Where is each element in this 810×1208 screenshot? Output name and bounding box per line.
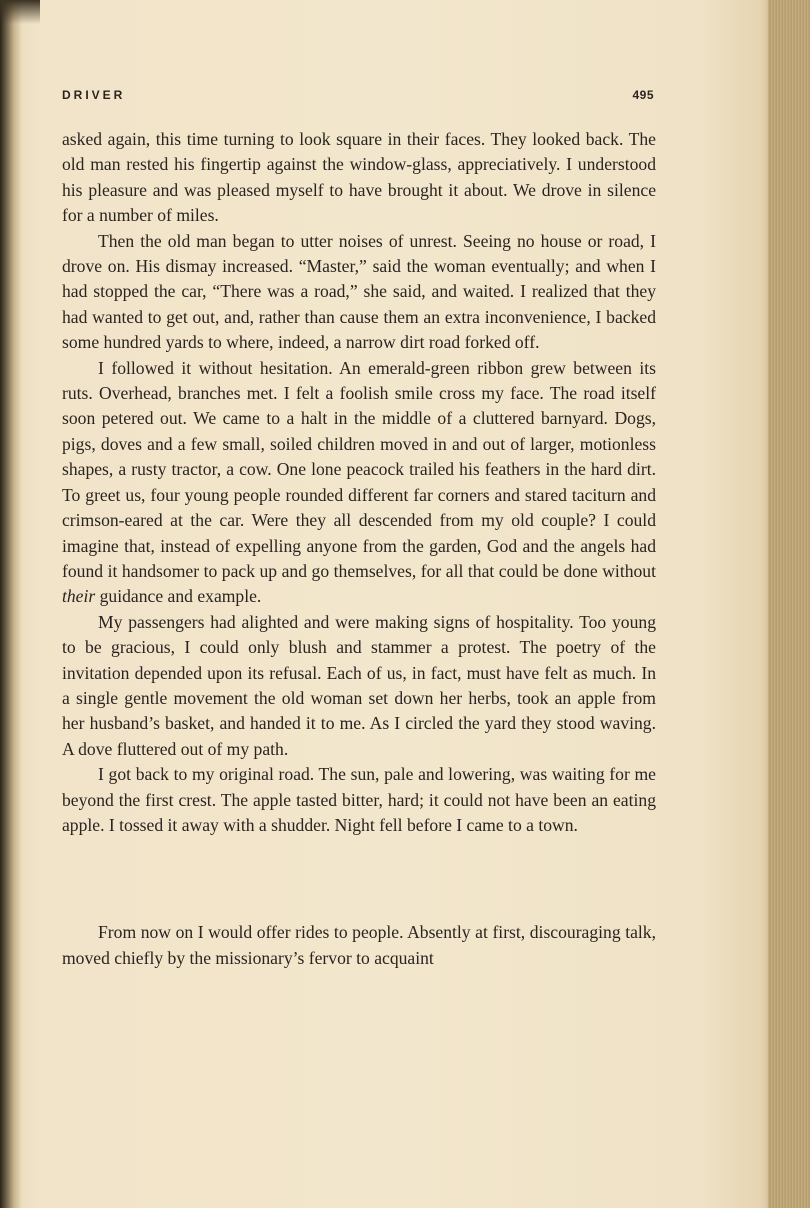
paragraph-4: My passengers had alighted and were making signs of hospitality. Too young to be gracious, I could only blush and stammer a protest. The poetry of the invitation depended upon its refusal. Each of us, in fact, must have felt as much. In a single gentle movement the old woman set down her herbs, took an apple from her husband’s basket, and handed it to me. As I circled the yard they stood waving. A dove fluttered out of my path. (62, 611, 656, 759)
paragraph-1: asked again, this time turning to look square in their faces. They looked back. The old man rested his fingertip against the window-glass, appreciatively. I understood his pleasure and was pleased myself to have brought it about. We drove in silence for a number of miles. (62, 129, 656, 226)
paragraph-3-emphasis: their (62, 586, 96, 607)
book-corner-shadow (0, 0, 40, 24)
running-head-title: DRIVER (62, 88, 126, 102)
paragraph-3-text-after: guidance and example. (95, 586, 262, 607)
book-fore-edge (768, 0, 810, 1208)
paragraph-6: From now on I would offer rides to people. Absently at first, discouraging talk, moved chiefly by the missionary’s fervor to acquaint (62, 922, 656, 968)
paragraph-2: Then the old man began to utter noises of unrest. Seeing no house or road, I drove on. His dismay increased. “Master,” said the woman eventually; and when I had stopped the car, “There was a road,” she said, and waited. I realized that they had wanted to get out, and, rather than cause them an extra inconvenience, I backed some hundred yards to where, indeed, a narrow dirt road forked off. (62, 230, 656, 353)
book-binding-shadow (0, 0, 22, 1208)
paragraph-5: I got back to my original road. The sun, pale and lowering, was waiting for me beyond the first crest. The apple tasted bitter, hard; it could not have been an eating apple. I tossed it away with a shudder. Night fell before I came to a town. (62, 764, 656, 835)
body-text (62, 127, 656, 971)
paragraph-3 (62, 356, 656, 610)
page-number: 495 (632, 88, 654, 102)
running-head (62, 88, 654, 106)
paragraph-3-text-before: I followed it without hesitation. An emerald-green ribbon grew between its ruts. Overhead, branches met. I felt a foolish smile cross my face. The road itself soon petered out. We came to a halt in the middle of a cluttered barnyard. Dogs, pigs, doves and a few small, soiled children moved in and out of larger, motionless shapes, a rusty tractor, a cow. One lone peacock trailed his feathers in the hard dirt. To greet us, four young people rounded different far corners and stared taciturn and crimson-eared at the car. Were they all descended from my old couple? I could imagine that, instead of expelling anyone from the garden, God and the angels had found it handsomer to pack up and go themselves, for all that could be done without (62, 357, 656, 581)
